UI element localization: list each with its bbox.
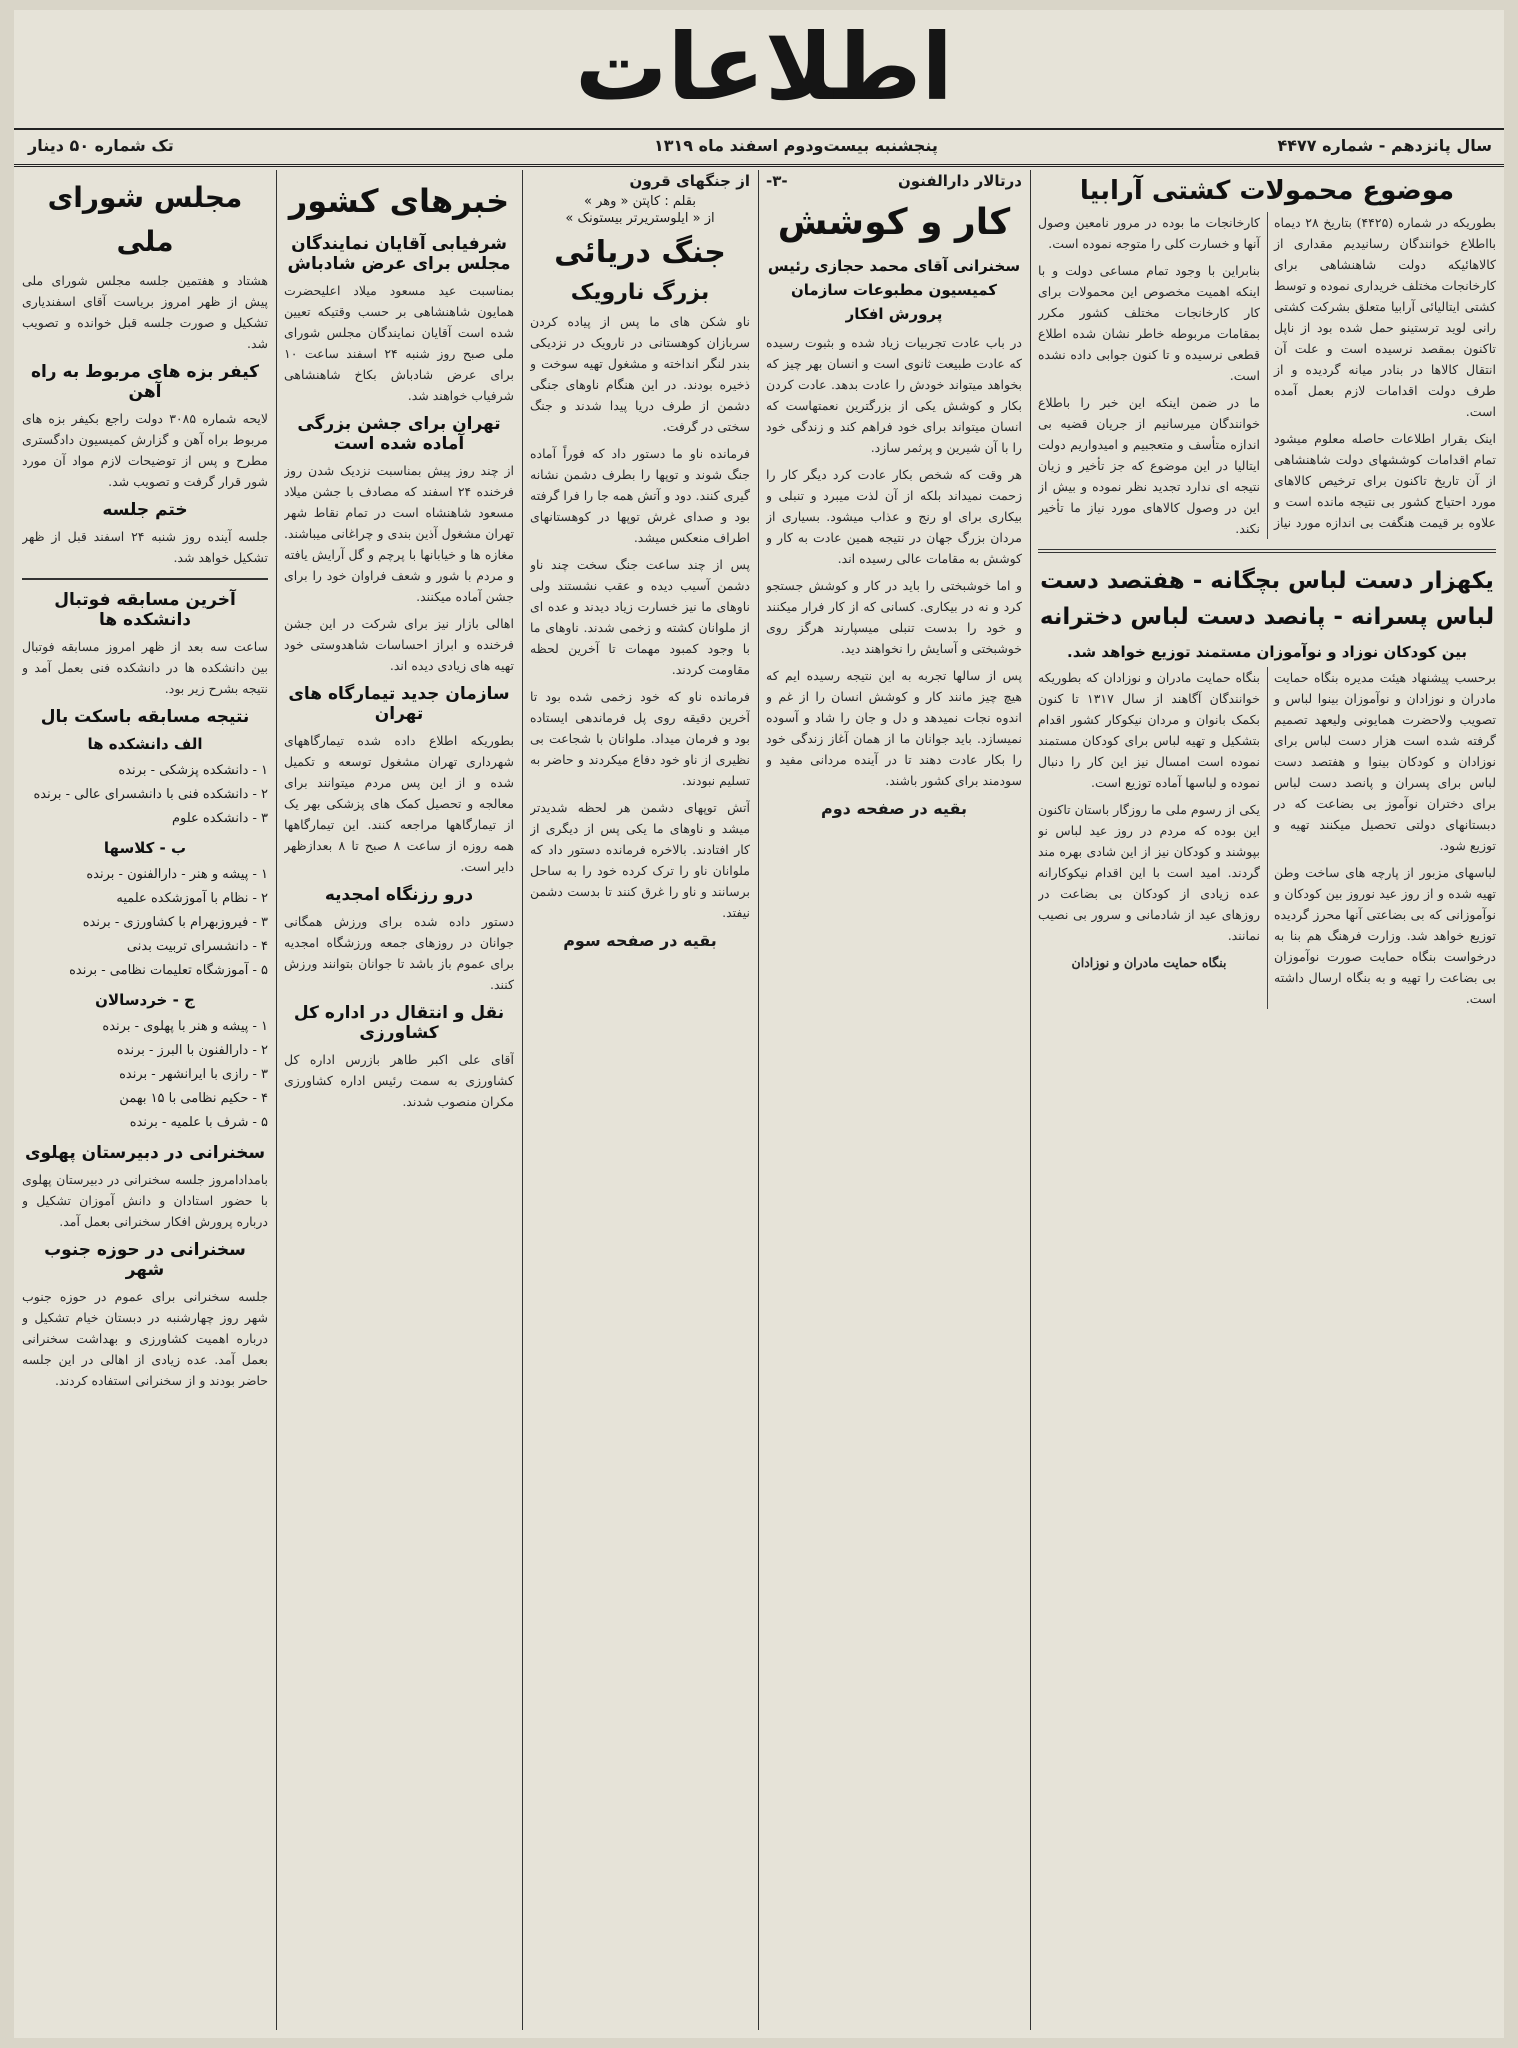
- headline-parliament: مجلس شورای ملی: [47, 181, 243, 258]
- list-heading: ب - کلاسها: [103, 839, 187, 857]
- subhead: سخنرانی در حوزه جنوب شهر: [44, 1240, 246, 1280]
- newspaper-page: [14, 10, 1504, 2038]
- column-rule: [522, 170, 523, 2030]
- paragraph: آتش توپهای دشمن هر لحظه شدیدتر میشد و ناوهای ما یکی پس از دیگری از کار افتادند. بالاخره فرمانده دستور داد که ملوانان ناو را ترک کرده خود را به ساحل برسانند و ناو را غرق کنند تا بدست دشمن نیفتد.: [530, 800, 750, 920]
- paragraph: هشتاد و هفتمین جلسه مجلس شورای ملی پیش از ظهر امروز بریاست آقای اسفندیاری تشکیل و صورت جلسه قبل خوانده و تصویب شد.: [22, 273, 268, 351]
- column-2: [766, 170, 1022, 2030]
- article-clothes: [1038, 667, 1496, 1009]
- list-heading: ج - خردسالان: [95, 991, 195, 1009]
- column-4: [284, 170, 514, 2030]
- list-item: ۵ - آموزشگاه تعلیمات نظامی - برنده: [69, 963, 268, 978]
- subhead: درو رزنگاه امجدیه: [324, 885, 474, 905]
- subhead: سازمان جدید تیمارگاه های تهران: [288, 684, 510, 724]
- divider: [1038, 549, 1496, 553]
- results-list-c: [22, 1015, 268, 1135]
- subhead: نتیجه مسابقه باسکت بال: [40, 707, 250, 727]
- paragraph: لایحه شماره ۳۰۸۵ دولت راجع بکیفر بزه های مربوط براه آهن و گزارش کمیسیون دادگستری مطرح و پس از توضیحات لازم مواد آن مورد شور قرار گرفت و تصویب شد.: [22, 411, 268, 489]
- subhead: آخرین مسابقه فوتبال دانشکده ها: [54, 590, 236, 630]
- subhead-work: سخنرانی آقای محمد حجازی رئیس کمیسیون مطبوعات سازمان پرورش افکار: [767, 257, 1021, 323]
- paragraph: فرمانده ناو که خود زخمی شده بود تا آخرین دقیقه روی پل فرماندهی ایستاده بود و فرمان میداد. ملوانان با شجاعت بی نظیری از ناو خود دفاع میکردند و حاضر به تسلیم نبودند.: [530, 689, 750, 788]
- paragraph: اهالی بازار نیز برای شرکت در این جشن فرخنده و ابراز احساسات شاهدوستی خود تهیه های زیادی دیده اند.: [284, 616, 514, 673]
- continuation-note: بقیه در صفحه سوم: [563, 931, 717, 950]
- paragraph: آقای علی اکبر طاهر بازرس اداره کل کشاورزی به سمت رئیس اداره کشاورزی مکران منصوب شدند.: [284, 1052, 514, 1109]
- paragraph: بنابراین با وجود تمام مساعی دولت و با اینکه اهمیت مخصوص این محمولات برای کار کارخانجات مختلف کشور مکرر بمقامات مربوطه خاطر نشان شده اطلاع قطعی نرسیده و تا کنون جوابی داده نشده است.: [1038, 263, 1260, 383]
- paragraph: پس از چند ساعت جنگ سخت چند ناو دشمن آسیب دیده و عقب نشستند ولی ناوهای ما نیز خسارت زیاد دیدند و عده ای از ملوانان کشته و زخمی شدند. ناوهای ما با وجود کمبود مهمات تا آخرین لحظه مقاومت کردند.: [530, 557, 750, 677]
- paragraph: ما در ضمن اینکه این خبر را باطلاع خوانندگان میرسانیم از جریان قضیه بی اندازه متأسف و متعجبیم و امیدواریم دولت ایتالیا در این موضوع که جز تأخیر و زیان نتیجه ای ندارد تجدید نظر نموده و بیش از این در وصول کالاهای مورد نیاز ما تأخیر نکند.: [1038, 395, 1260, 536]
- subhead: شرفیابی آقایان نمایندگان مجلس برای عرض شادباش: [287, 234, 511, 274]
- source: از « ایلوستریرتر بیستونک »: [565, 211, 715, 226]
- divider: [22, 578, 268, 580]
- list-item: ۳ - دانشکده علوم: [171, 811, 268, 826]
- list-item: ۱ - دانشکده پزشکی - برنده: [118, 763, 268, 778]
- subhead: کیفر بزه های مربوط به راه آهن: [30, 362, 260, 402]
- paragraph: بطوریکه در شماره (۴۴۲۵) بتاریخ ۲۸ دیماه بااطلاع خوانندگان رسانیدیم مقداری از کالاهائیکه دولت شاهنشاهی برای کارخانجات مختلف خریداری نموده و توسط کشتی ایتالیائی آرابیا متعلق بشرکت کشتی رانی لوید ترستینو حمل شده بود از ناپل تاکنون بمقصد نرسیده است و علت آن انتقال کالاها در بنادر میانه گردیده و از طرف دولت اقدامات لازم بعمل آمده است.: [1274, 215, 1496, 419]
- list-item: ۳ - فیروزبهرام با کشاورزی - برنده: [82, 915, 268, 930]
- column-rule: [276, 170, 277, 2030]
- headline-country-news: خبرهای کشور: [288, 182, 510, 220]
- list-item: ۵ - شرف با علمیه - برنده: [129, 1115, 268, 1130]
- list-item: ۱ - پیشه و هنر - دارالفنون - برنده: [86, 867, 268, 882]
- list-item: ۲ - دارالفنون با البرز - برنده: [116, 1043, 268, 1058]
- headline-work: کار و کوشش: [777, 202, 1011, 243]
- list-item: ۲ - دانشکده فنی با دانشسرای عالی - برنده: [33, 787, 268, 802]
- paragraph: فرمانده ناو ما دستور داد که فوراً آماده جنگ شوند و توپها را بطرف دشمن نشانه گیری کنند. دود و آتش همه جا را فرا گرفته بود و صدای غرش توپها در کوهستانهای اطراف منعکس میشد.: [530, 446, 750, 545]
- paragraph: دستور داده شده برای ورزش همگانی جوانان در روزهای جمعه ورزشگاه امجدیه برای عموم باز باشد تا جوانان بتوانند ورزش کنند.: [284, 914, 514, 992]
- paragraph: جلسه آینده روز شنبه ۲۴ اسفند قبل از ظهر تشکیل خواهد شد.: [22, 529, 268, 565]
- issue-date: پنجشنبه بیست‌ودوم اسفند ماه ۱۳۱۹: [654, 136, 938, 155]
- paragraph: ناو شکن های ما پس از پیاده کردن سربازان کوهستانی در نارویک در نزدیکی بندر لنگر انداخته و مشغول تهیه سوخت و ذخیره بودند. در این هنگام ناوهای جنگی دشمن از طرف دریا پیدا شدند و جنگ سختی در گرفت.: [530, 314, 750, 434]
- list-heading: الف دانشکده ها: [87, 735, 203, 753]
- headline-clothes: یکهزار دست لباس بچگانه - هفتصد دست لباس پسرانه - پانصد دست لباس دخترانه: [1039, 568, 1495, 630]
- section-number: -۳-: [766, 172, 788, 190]
- newspaper-logo: اطلاعات: [575, 14, 953, 121]
- year-issue: سال پانزدهم - شماره ۴۴۷۷: [1277, 136, 1492, 155]
- paragraph: اینک بقرار اطلاعات حاصله معلوم میشود تمام اقدامات کوششهای دولت شاهنشاهی از آن تاریخ تاکنون برای ترخیص کالاهای مورد احتیاج کشور بی نتیجه مانده است و علاوه بر قیمت هنگفت بی اندازه مورد نیاز کارخانجات ما بوده در مرور نامعین وصول آنها و خسارت کلی را متوجه نموده است.: [1038, 215, 1496, 530]
- paragraph: جلسه سخنرانی برای عموم در حوزه جنوب شهر روز چهارشنبه در دبستان خیام تشکیل و درباره اهمیت کشاورزی و بهداشت سخنرانی بعمل آمد. عده زیادی از اهالی در این جلسه حاضر بودند و از سخنرانی استفاده کردند.: [22, 1289, 268, 1388]
- subhead: تهران برای جشن بزرگی آماده شده است: [297, 414, 501, 454]
- results-list-b: [22, 863, 268, 983]
- paragraph: برحسب پیشنهاد هیئت مدیره بنگاه حمایت مادران و نوزادان و نوآموزان بینوا لباس و تصویب ولاحضرت همایونی ولیعهد تصمیم گرفته شده است هزار دست لباس برای نوزادان و کودکان بینوا و هفتصد دست لباس برای پسران و پانصد دست لباس برای دختران نوآموز بی بضاعت که در دبستانهای دولتی تحصیل میکنند تهیه و توزیع شود.: [1274, 670, 1496, 853]
- paragraph: لباسهای مزبور از پارچه های ساخت وطن تهیه شده و از روز عید نوروز بین کودکان و نوآموزانی که بی بضاعتی آنها محرز گردیده توزیع خواهد شد. وزارت فرهنگ هم بنا به درخواست بنگاه حمایت صورت نوآموزان بی بضاعت را تهیه و به بنگاه ارسال داشته است.: [1274, 865, 1496, 1006]
- paragraph: پس از سالها تجربه به این نتیجه رسیده ایم که هیچ چیز مانند کار و کوشش انسان را از غم و اندوه نجات نمیدهد و دل و جان را شاد و آسوده نمیسازد. باید جوانان ما از همان آغاز زندگی خود را بکار عادت دهند تا در آینده مردانی مفید و سودمند برای کشور باشند.: [766, 668, 1022, 788]
- list-item: ۲ - نظام با آموزشکده علمیه: [116, 891, 268, 906]
- masthead: [14, 10, 1504, 128]
- author: بقلم : کاپتن « وهر »: [584, 194, 696, 209]
- continuation-note: بقیه در صفحه دوم: [821, 799, 967, 818]
- headline-arabia: موضوع محمولات کشتی آرابیا: [1079, 176, 1455, 206]
- headline-narvik: بزرگ نارویک: [570, 280, 710, 305]
- subhead: سخنرانی در دبیرستان پهلوی: [24, 1143, 266, 1163]
- paragraph: بمناسبت عید مسعود میلاد اعلیحضرت همایون شاهنشاهی بر حسب وقتیکه تعیین شده است آقایان نمایندگان مجلس شورای ملی صبح روز شنبه ۲۴ اسفند ساعت ۱۰ برای عرض شادباش بکاخ شاهنشاهی شرفیاب خواهند شد.: [284, 283, 514, 403]
- signature: بنگاه حمایت مادران و نوزادان: [1071, 955, 1227, 970]
- section-label: درتالار دارالفنون: [898, 172, 1022, 190]
- list-item: ۳ - رازی با ایرانشهر - برنده: [119, 1067, 268, 1082]
- dateline: [14, 128, 1504, 167]
- paragraph: ساعت سه بعد از ظهر امروز مسابقه فوتبال بین دانشکده ها در دانشکده فنی بعمل آمد و نتیجه بشرح زیر بود.: [22, 639, 268, 696]
- list-item: ۴ - دانشسرای تربیت بدنی: [126, 939, 268, 954]
- article-arabia: [1038, 212, 1496, 539]
- column-3: [530, 170, 750, 2030]
- column-rule: [1030, 170, 1031, 2030]
- subhead-clothes: بین کودکان نوزاد و نوآموزان مستمند توزیع خواهد شد.: [1067, 643, 1467, 661]
- paragraph: بطوریکه اطلاع داده شده تیمارگاههای شهرداری تهران مشغول توسعه و تکمیل شده و از این پس مردم میتوانند برای معالجه و تحصیل کمک های پزشکی بهر یک از تیمارگاهها مراجعه کنند. این تیمارگاهها همه روزه از ساعت ۸ صبح تا ۸ بعدازظهر دایر است.: [284, 733, 514, 874]
- paragraph: و اما خوشبختی را باید در کار و کوشش جستجو کرد و نه در بیکاری. کسانی که از کار فرار میکنند و خود را بدست تنبلی میسپارند هرگز روی خوشبختی و آسایش را نخواهند دید.: [766, 578, 1022, 656]
- column-top: [766, 170, 1022, 194]
- paragraph: در باب عادت تجربیات زیاد شده و بثبوت رسیده که عادت طبیعت ثانوی است و انسان بهر چیز که بخواهد میتواند خودش را عادت بدهد. عادت کردن بکار و کوشش یکی از بزرگترین نعمتهاست که انسان میتواند برای خود فراهم کند و زندگی خود را با آن شیرین و پرثمر سازد.: [766, 335, 1022, 455]
- column-5: [22, 170, 268, 2030]
- column-rule: [758, 170, 759, 2030]
- section-label: از جنگهای قرون: [629, 172, 750, 190]
- subhead: ختم جلسه: [102, 500, 188, 520]
- paragraph: بنگاه حمایت مادران و نوزادان که بطوریکه خوانندگان آگاهند از سال ۱۳۱۷ تا کنون بکمک بانوان و مردان نیکوکار کشور اقدام بتشکیل و تهیه لباس برای کودکان مستمند نموده است امسال نیز این کار را دنبال نموده و لباسها آماده توزیع است.: [1038, 670, 1260, 790]
- column-1: [1038, 170, 1496, 2030]
- issue-price: تک شماره ۵۰ دینار: [28, 136, 174, 155]
- paragraph: بامدادامروز جلسه سخنرانی در دبیرستان پهلوی با حضور استادان و دانش آموزان تشکیل و درباره پرورش افکار سخنرانی بعمل آمد.: [22, 1172, 268, 1229]
- list-item: ۴ - حکیم نظامی با ۱۵ بهمن: [119, 1091, 268, 1106]
- subhead: نقل و انتقال در اداره کل کشاورزی: [293, 1003, 505, 1043]
- paragraph: هر وقت که شخص بکار عادت کرد دیگر کار را زحمت نمیداند بلکه از آن لذت میبرد و تنبلی و بیکاری برای او رنج و عذاب میشود. بسیاری از مردان بزرگ جهان در نتیجه همین عادت به کار و کوشش به مقامات عالی رسیده اند.: [766, 467, 1022, 566]
- results-list-a: [22, 759, 268, 831]
- paragraph: از چند روز پیش بمناسبت نزدیک شدن روز فرخنده ۲۴ اسفند که مصادف با جشن میلاد مسعود شاهنشاه است در تمام نقاط شهر تهران مشغول آذین بندی و چراغانی میباشند. مغازه ها و خیابانها با پرچم و گل آرایش یافته و مردم با شور و شعف فراوان خود را برای جشن آماده میکنند.: [284, 463, 514, 604]
- list-item: ۱ - پیشه و هنر با پهلوی - برنده: [102, 1019, 268, 1034]
- headline-naval: جنگ دریائی: [554, 235, 726, 270]
- paragraph: یکی از رسوم ملی ما روزگار باستان تاکنون این بوده که مردم در روز عید لباس نو بپوشند و کودکان نیز از این شادی بهره مند گردند. امید است با این اقدام نیکوکارانه عده زیادی از کودکان بی بضاعت در روزهای عید از شادمانی و سرور بی نصیب نمانند.: [1038, 802, 1260, 943]
